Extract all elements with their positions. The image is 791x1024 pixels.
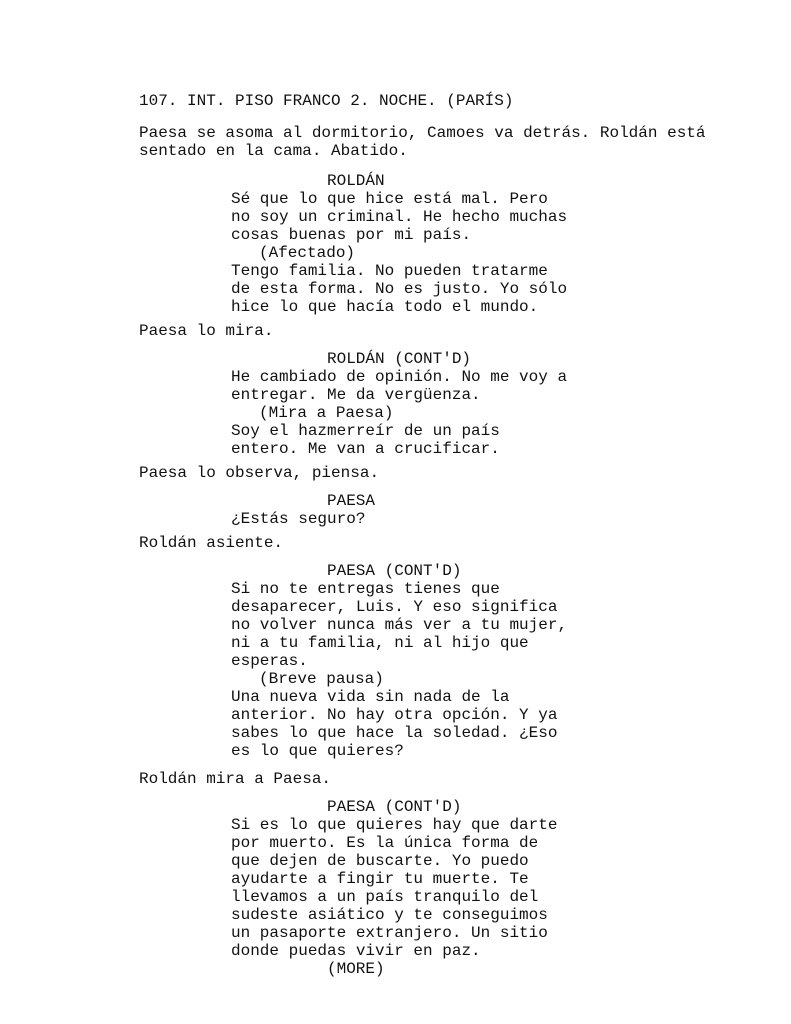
action-line: Roldán mira a Paesa. — [139, 770, 332, 788]
dialogue-line: un pasaporte extranjero. Un sitio — [231, 924, 548, 942]
character-cue: ROLDÁN — [327, 172, 385, 190]
dialogue-line: desaparecer, Luis. Y eso significa — [231, 598, 558, 616]
dialogue-line: Si no te entregas tienes que — [231, 580, 500, 598]
dialogue-line: sudeste asiático y te conseguimos — [231, 906, 548, 924]
action-line: Paesa se asoma al dormitorio, Camoes va detrás. Roldán está — [139, 124, 706, 142]
dialogue-line: cosas buenas por mi país. — [231, 226, 472, 244]
action-line: Roldán asiente. — [139, 534, 284, 552]
character-cue: PAESA (CONT'D) — [327, 562, 462, 580]
dialogue-line: llevamos a un país tranquilo del — [231, 888, 539, 906]
action-line: sentado en la cama. Abatido. — [139, 142, 408, 160]
dialogue-line: Si es lo que quieres hay que darte — [231, 816, 558, 834]
dialogue-line: anterior. No hay otra opción. Y ya — [231, 706, 558, 724]
dialogue-line: ayudarte a fingir tu muerte. Te — [231, 870, 529, 888]
dialogue-line: He cambiado de opinión. No me voy a — [231, 368, 568, 386]
character-cue: ROLDÁN (CONT'D) — [327, 350, 472, 368]
dialogue-line: donde puedas vivir en paz. — [231, 942, 481, 960]
dialogue-line: sabes lo que hace la soledad. ¿Eso — [231, 724, 558, 742]
action-line: Paesa lo observa, piensa. — [139, 464, 380, 482]
parenthetical: (Breve pausa) — [259, 670, 384, 688]
dialogue-line: no soy un criminal. He hecho muchas — [231, 208, 568, 226]
parenthetical: (Mira a Paesa) — [259, 404, 394, 422]
dialogue-line: entero. Me van a crucificar. — [231, 440, 500, 458]
dialogue-line: Una nueva vida sin nada de la — [231, 688, 510, 706]
dialogue-line: que dejen de buscarte. Yo puedo — [231, 852, 529, 870]
parenthetical: (Afectado) — [259, 244, 356, 262]
dialogue-line: ni a tu familia, ni al hijo que — [231, 634, 529, 652]
more-marker: (MORE) — [327, 960, 385, 978]
dialogue-line: entregar. Me da vergüenza. — [231, 386, 481, 404]
character-cue: PAESA — [327, 492, 376, 510]
dialogue-line: Sé que lo que hice está mal. Pero — [231, 190, 548, 208]
dialogue-line: hice lo que hacía todo el mundo. — [231, 298, 539, 316]
dialogue-line: Tengo familia. No pueden tratarme — [231, 262, 548, 280]
dialogue-line: de esta forma. No es justo. Yo sólo — [231, 280, 568, 298]
dialogue-line: ¿Estás seguro? — [231, 510, 366, 528]
action-line: Paesa lo mira. — [139, 322, 274, 340]
character-cue: PAESA (CONT'D) — [327, 798, 462, 816]
dialogue-line: Soy el hazmerreír de un país — [231, 422, 500, 440]
dialogue-line: es lo que quieres? — [231, 742, 404, 760]
scene-heading: 107. INT. PISO FRANCO 2. NOCHE. (PARÍS) — [139, 92, 514, 110]
dialogue-line: esperas. — [231, 652, 308, 670]
dialogue-line: no volver nunca más ver a tu mujer, — [231, 616, 568, 634]
dialogue-line: por muerto. Es la única forma de — [231, 834, 539, 852]
